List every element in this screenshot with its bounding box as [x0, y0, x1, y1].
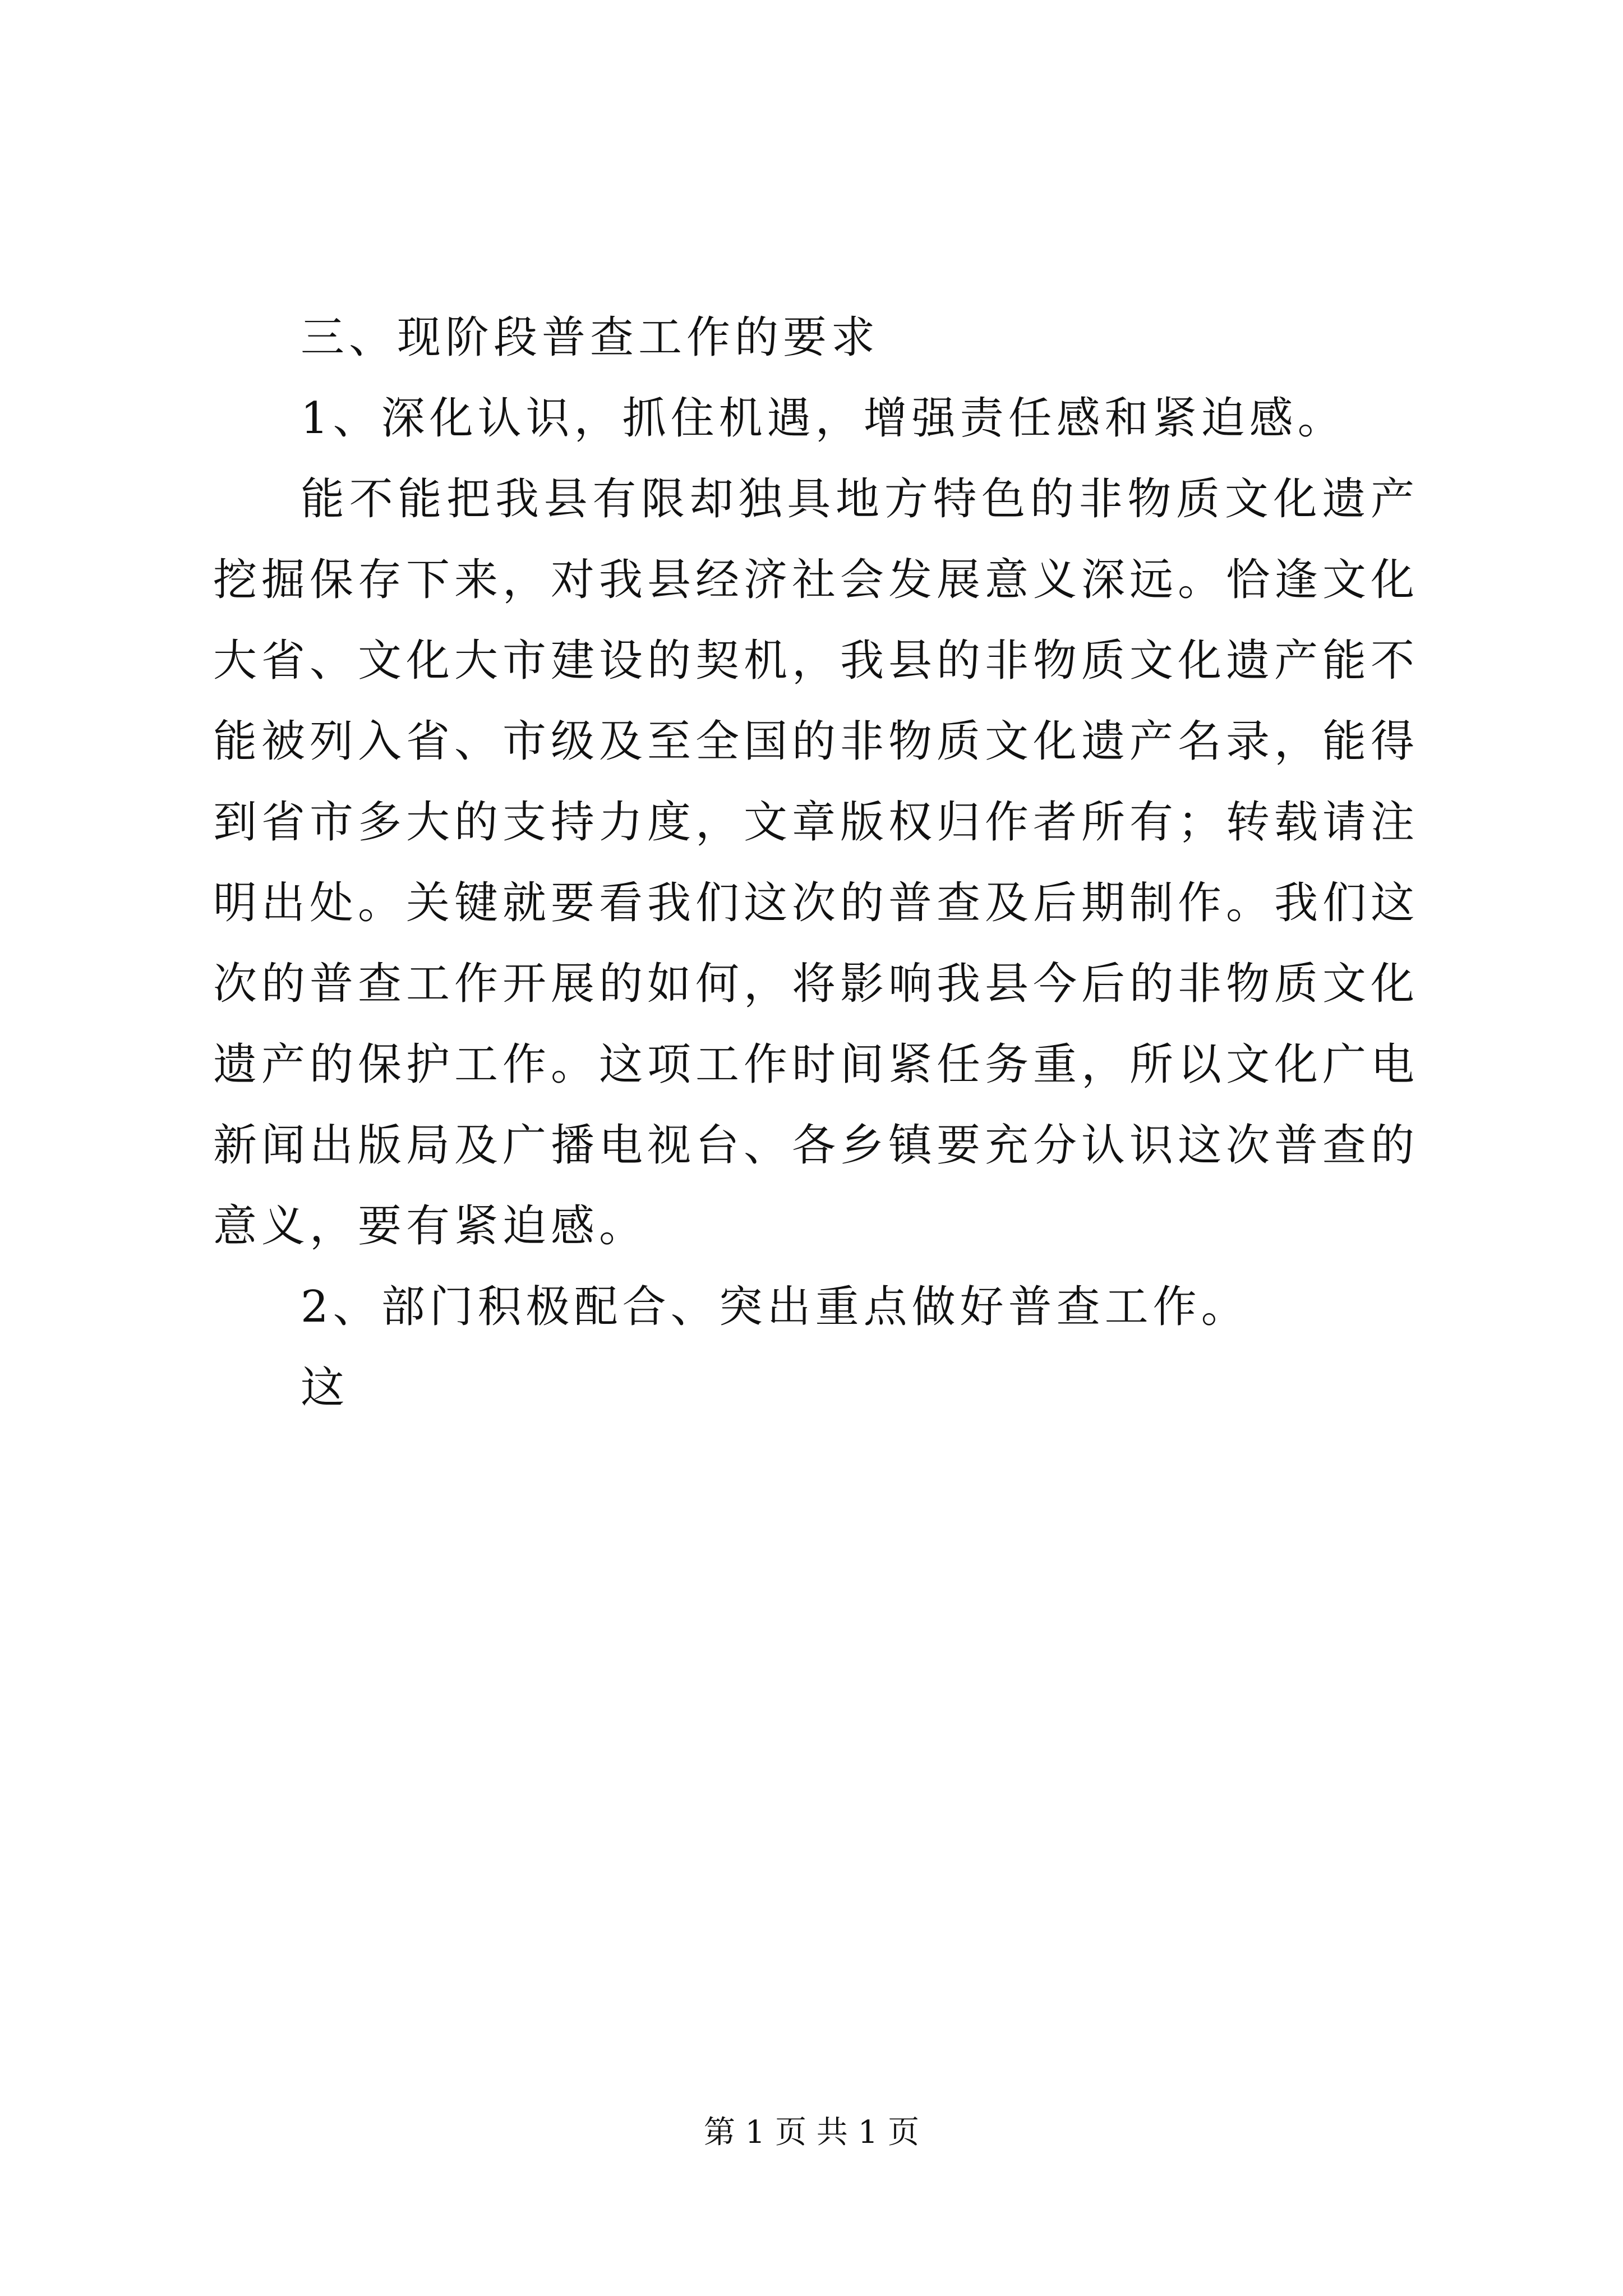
body-paragraph-fragment: 这 — [301, 1363, 349, 1413]
section-heading: 三、现阶段普查工作的要求 — [301, 312, 880, 363]
document-body — [213, 297, 1419, 1428]
subheading-1: 1、深化认识，抓住机遇，增强责任感和紧迫感。 — [301, 393, 1346, 444]
subheading-2: 2、部门积极配合、突出重点做好普查工作。 — [301, 1282, 1249, 1332]
body-paragraph: 能不能把我县有限却独具地方特色的非物质文化遗产挖掘保存下来，对我县经济社会发展意义深远。恰逢文化大省、文化大市建设的契机，我县的非物质文化遗产能不能被列入省、市级及至全国的非物质文化遗产名录，能得到省市多大的支持力度，文章版权归作者所有；转载请注明出处。关键就要看我们这次的普查及后期制作。我们这次的普查工作开展的如何，将影响我县今后的非物质文化遗产的保护工作。这项工作时间紧任务重，所以文化广电新闻出版局及广播电视台、各乡镇要充分认识这次普查的意义，要有紧迫感。 — [213, 474, 1419, 1251]
page-number-footer: 第 1 页 共 1 页 — [703, 2114, 920, 2151]
